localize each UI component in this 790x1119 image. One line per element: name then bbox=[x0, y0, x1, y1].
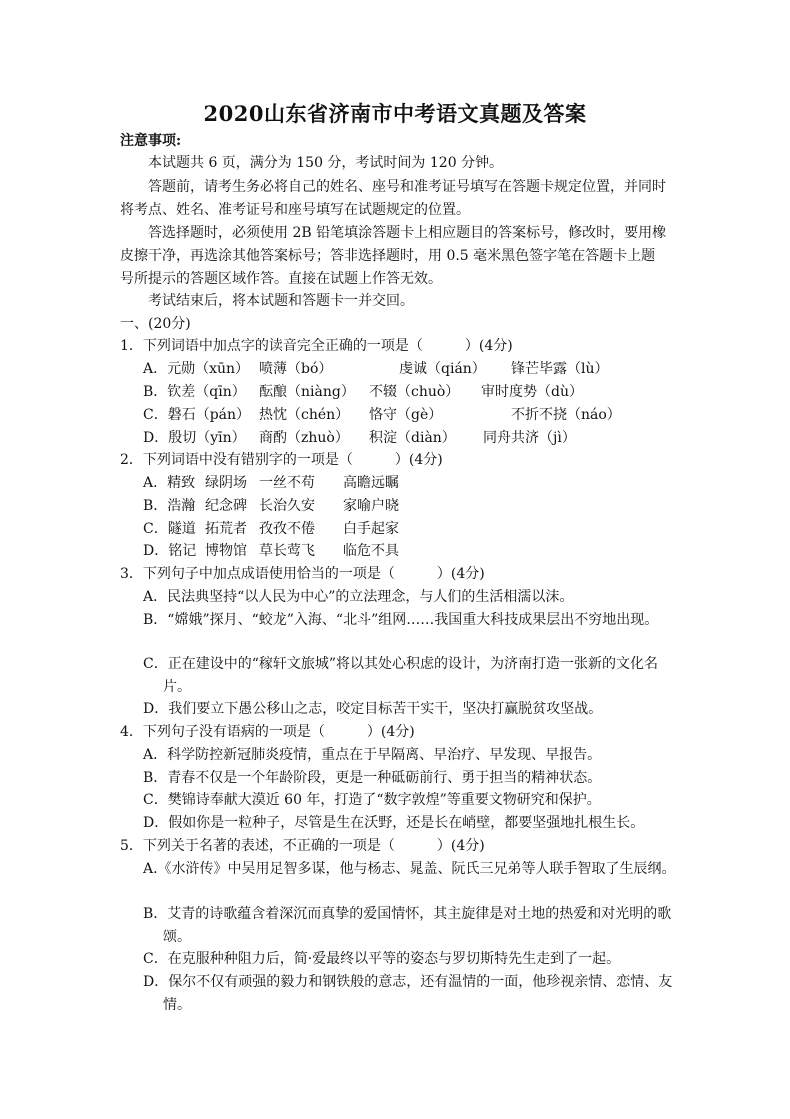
option-cell: 草长莺飞 bbox=[259, 543, 315, 559]
option-cell: 白手起家 bbox=[343, 521, 399, 537]
option-cell: 博物馆 bbox=[205, 543, 247, 559]
option-cell: 喷薄（bó） bbox=[259, 361, 333, 377]
option-row bbox=[143, 381, 663, 403]
notice-paragraph: 将考点、姓名、准考证号和座号填写在试题规定的位置。 bbox=[120, 202, 470, 218]
option-text: C．在克服种种阻力后，简·爱最终以平等的姿态与罗切斯特先生走到了一起。 bbox=[143, 951, 621, 967]
option-cell: 同舟共济（jì） bbox=[483, 430, 576, 446]
option-cell: B．钦差（qīn） bbox=[143, 384, 246, 400]
option-text: C．樊锦诗奉献大漠近 60 年，打造了“数字敦煌”等重要文物研究和保护。 bbox=[143, 792, 601, 808]
option-row bbox=[143, 472, 543, 494]
option-text: 片。 bbox=[163, 679, 191, 695]
question-stem: 1．下列词语中加点字的读音完全正确的一项是（ ）(4分) bbox=[120, 338, 513, 354]
option-cell: 审时度势（dù） bbox=[481, 384, 583, 400]
option-text: D．我们要立下愚公移山之志，咬定目标苦干实干，坚决打赢脱贫攻坚战。 bbox=[143, 701, 603, 717]
option-cell: 恪守（gè） bbox=[369, 407, 443, 423]
option-cell: 孜孜不倦 bbox=[259, 521, 315, 537]
notice-paragraph: 答选择题时，必须使用 2B 铅笔填涂答题卡上相应题目的答案标号，修改时，要用橡 bbox=[148, 225, 667, 241]
option-cell: 高瞻远瞩 bbox=[343, 475, 399, 491]
notice-paragraph: 皮擦干净，再选涂其他答案标号；答非选择题时，用 0.5 毫米黑色签字笔在答题卡上题 bbox=[120, 248, 656, 264]
notice-paragraph: 号所提示的答题区域作答。直接在试题上作答无效。 bbox=[120, 271, 442, 287]
option-cell: 不辍（chuò） bbox=[369, 384, 460, 400]
notice-paragraph: 考试结束后，将本试题和答题卡一并交回。 bbox=[148, 293, 414, 309]
question-stem: 5．下列关于名著的表述，不正确的一项是（ ）(4分) bbox=[120, 838, 485, 854]
option-cell: 长治久安 bbox=[259, 498, 315, 514]
section-heading: 一、(20分) bbox=[120, 316, 191, 332]
option-row bbox=[143, 404, 663, 426]
option-text: A．科学防控新冠肺炎疫情，重点在于早隔离、早治疗、早发现、早报告。 bbox=[143, 747, 602, 763]
option-text: B．艾青的诗歌蕴含着深沉而真挚的爱国情怀，其主旋律是对土地的热爱和对光明的歌 bbox=[143, 906, 672, 922]
option-text: A．民法典坚持“以人民为中心”的立法理念，与人们的生活相濡以沫。 bbox=[143, 589, 574, 605]
option-cell: 虔诚（qián） bbox=[399, 361, 486, 377]
option-text: D．假如你是一粒种子，尽管是生在沃野，还是长在峭壁，都要坚强地扎根生长。 bbox=[143, 815, 645, 831]
option-cell: C．隧道 bbox=[143, 521, 196, 537]
option-cell: 不折不挠（náo） bbox=[511, 407, 621, 423]
option-cell: 拓荒者 bbox=[205, 521, 247, 537]
option-cell: D．殷切（yīn） bbox=[143, 430, 246, 446]
option-cell: D．铭记 bbox=[143, 543, 197, 559]
option-cell: C．磐石（pán） bbox=[143, 407, 251, 423]
option-text: D．保尔不仅有顽强的毅力和钢铁般的意志，还有温情的一面，他珍视亲情、恋情、友 bbox=[143, 974, 673, 990]
option-cell: 家喻户晓 bbox=[343, 498, 399, 514]
option-row bbox=[143, 495, 543, 517]
option-text: 颂。 bbox=[163, 929, 191, 945]
option-cell: 临危不具 bbox=[343, 543, 399, 559]
notice-heading: 注意事项: bbox=[120, 133, 182, 149]
option-cell: 绿阴场 bbox=[205, 475, 247, 491]
option-row bbox=[143, 540, 543, 562]
notice-paragraph: 本试题共 6 页，满分为 150 分，考试时间为 120 分钟。 bbox=[148, 155, 504, 171]
option-row bbox=[143, 427, 663, 449]
option-cell: 商酌（zhuò） bbox=[259, 430, 349, 446]
option-cell: 一丝不苟 bbox=[259, 475, 315, 491]
option-cell: A．精致 bbox=[143, 475, 196, 491]
option-cell: 热忱（chén） bbox=[259, 407, 350, 423]
option-cell: B．浩瀚 bbox=[143, 498, 196, 514]
option-cell: 纪念碑 bbox=[205, 498, 247, 514]
question-stem: 2．下列词语中没有错别字的一项是（ ）(4分) bbox=[120, 452, 443, 468]
question-stem: 4．下列句子没有语病的一项是（ ）(4分) bbox=[120, 724, 415, 740]
option-cell: 锋芒毕露（lù） bbox=[511, 361, 609, 377]
option-cell: 积淀（diàn） bbox=[369, 430, 456, 446]
option-cell: 酝酿（niàng） bbox=[259, 384, 355, 400]
page-title: 2020山东省济南市中考语文真题及答案 bbox=[203, 101, 587, 126]
option-text: C．正在建设中的“稼轩文旅城”将以其处心积虑的设计，为济南打造一张新的文化名 bbox=[143, 656, 659, 672]
option-text: 情。 bbox=[163, 997, 191, 1013]
option-text: B．青春不仅是一个年龄阶段，更是一种砥砺前行、勇于担当的精神状态。 bbox=[143, 770, 602, 786]
option-text: A.《水浒传》中吴用足智多谋，他与杨志、晁盖、阮氏三兄弟等人联手智取了生辰纲。 bbox=[143, 861, 676, 877]
option-text: B．“嫦娥”探月、“蛟龙”入海、“北斗”组网……我国重大科技成果层出不穷地出现。 bbox=[143, 612, 659, 628]
option-cell: A．元勋（xūn） bbox=[143, 361, 250, 377]
notice-paragraph: 答题前，请考生务必将自己的姓名、座号和准考证号填写在答题卡规定位置，并同时 bbox=[148, 179, 666, 195]
option-row bbox=[143, 358, 663, 380]
question-stem: 3．下列句子中加点成语使用恰当的一项是（ ）(4分) bbox=[120, 566, 485, 582]
option-row bbox=[143, 518, 543, 540]
